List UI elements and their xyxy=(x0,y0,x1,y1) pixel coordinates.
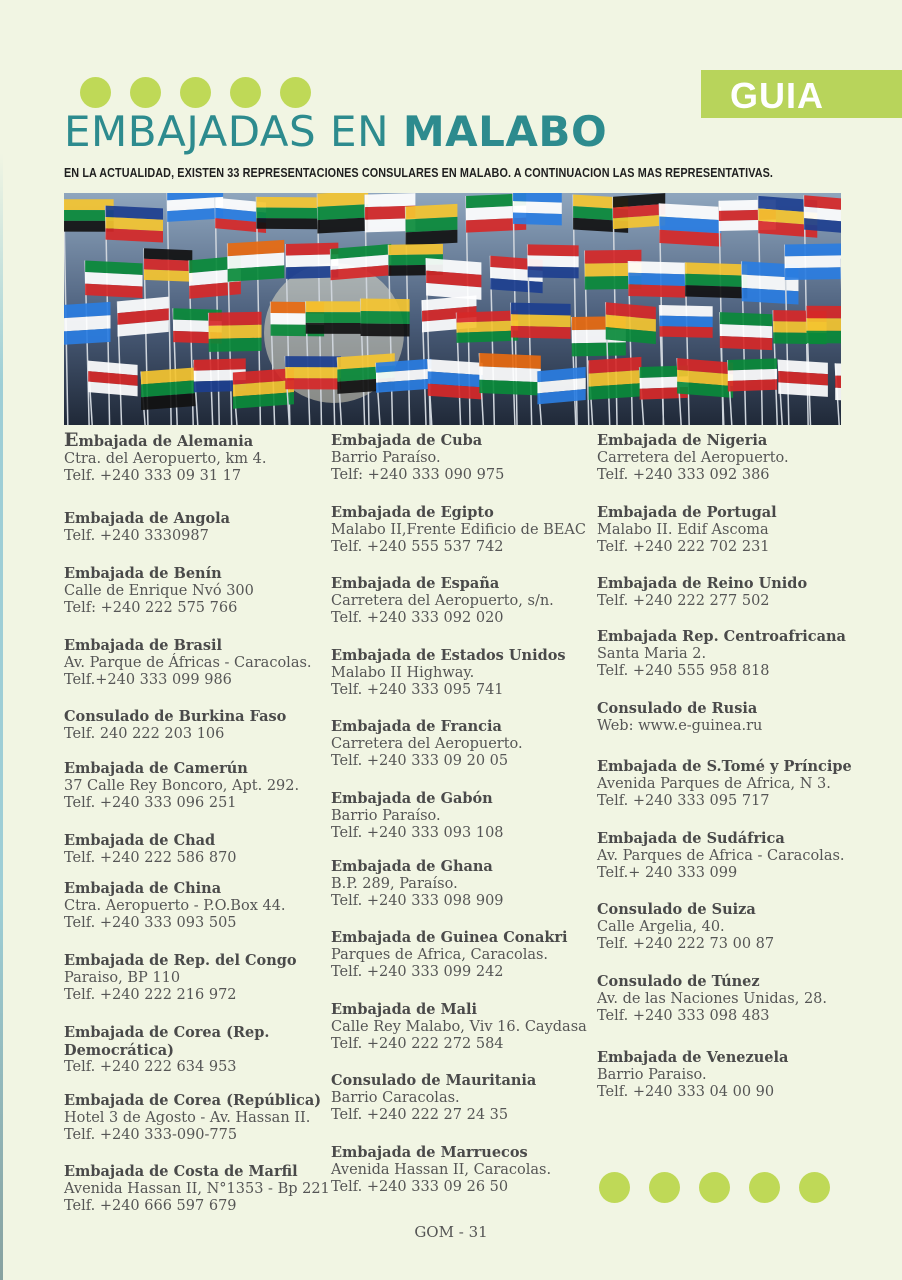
embassy-name: Embajada Rep. Centroafricana xyxy=(597,628,846,645)
embassy-name: Embajada de España xyxy=(331,575,500,592)
embassy-address: Barrio Paraiso. xyxy=(597,1066,707,1083)
dot-icon xyxy=(749,1172,780,1203)
embassy-name: Embajada de S.Tomé y Príncipe xyxy=(597,758,852,775)
dot-icon xyxy=(699,1172,730,1203)
embassy-name: Embajada de Brasil xyxy=(64,637,223,654)
embassy-phone: Telf. +240 333 095 741 xyxy=(331,682,504,699)
embassy-entry xyxy=(331,647,593,700)
embassy-phone: Telf. +240 333 09 20 05 xyxy=(331,753,509,770)
embassy-phone: Telf. +240 333 092 020 xyxy=(331,610,504,627)
embassy-entry xyxy=(597,973,859,1026)
embassy-entry xyxy=(331,718,593,771)
embassy-phone: Telf. +240 333 092 386 xyxy=(597,467,770,484)
embassy-entry xyxy=(64,510,326,545)
embassy-phone: Telf. +240 3330987 xyxy=(64,527,209,544)
embassy-entry xyxy=(331,929,593,982)
left-edge-strip xyxy=(0,0,3,1280)
embassy-name: Consulado de Túnez xyxy=(597,973,760,990)
embassy-entry xyxy=(64,880,326,933)
embassy-entry xyxy=(597,575,859,610)
embassy-address: Malabo II,Frente Edificio de BEAC xyxy=(331,521,586,538)
embassy-phone: Telf. +240 333 04 00 90 xyxy=(597,1084,775,1101)
embassy-name: Embajada de Sudáfrica xyxy=(597,830,785,847)
embassy-address: Hotel 3 de Agosto - Av. Hassan II. xyxy=(64,1109,311,1126)
embassy-entry xyxy=(64,637,326,690)
embassy-name: Embajada de Corea (República) xyxy=(64,1092,322,1109)
embassy-phone: Telf. +240 333 098 483 xyxy=(597,1008,770,1025)
embassy-phone: Telf. +240 666 597 679 xyxy=(64,1198,237,1215)
embassy-phone: Telf. +240 333 09 31 17 xyxy=(64,468,242,485)
embassy-address: Calle de Enrique Nvó 300 xyxy=(64,582,254,599)
embassy-address: Avenida Hassan II, Caracolas. xyxy=(331,1161,552,1178)
embassy-entry xyxy=(597,504,859,557)
embassy-entry xyxy=(597,901,859,954)
embassy-phone: Telf: +240 222 575 766 xyxy=(64,600,238,617)
embassy-address: Calle Rey Malabo, Viv 16. Caydasa xyxy=(331,1018,587,1035)
embassy-address: Paraiso, BP 110 xyxy=(64,969,181,986)
embassy-phone: Telf. 240 222 203 106 xyxy=(64,725,225,742)
title-part2: MALABO xyxy=(402,107,608,156)
title-part1: EMBAJADAS EN xyxy=(64,107,403,156)
embassy-name: Embajada de China xyxy=(64,880,222,897)
embassy-address: Malabo II. Edif Ascoma xyxy=(597,521,769,538)
section-tag: GUIA xyxy=(701,70,902,118)
embassy-address: Avenida Hassan II, N°1353 - Bp 221 xyxy=(64,1180,330,1197)
embassy-address: Carretera del Aeropuerto. xyxy=(331,735,523,752)
embassy-phone: Telf. +240 222 634 953 xyxy=(64,1059,237,1076)
embassy-name: Consulado de Burkina Faso xyxy=(64,708,287,725)
embassy-phone: Telf. +240 555 958 818 xyxy=(597,663,770,680)
dot-icon xyxy=(280,77,311,108)
embassy-name: Consulado de Suiza xyxy=(597,901,756,918)
embassy-entry xyxy=(331,504,593,557)
embassy-name: Embajada de Chad xyxy=(64,832,216,849)
embassy-address: Ctra. del Aeropuerto, km 4. xyxy=(64,450,267,467)
embassy-name: Embajada de Costa de Marfil xyxy=(64,1163,298,1180)
embassy-phone: Telf. +240 333 099 242 xyxy=(331,964,504,981)
embassy-address: Barrio Paraíso. xyxy=(331,807,441,824)
page-number: GOM - 31 xyxy=(414,1223,488,1241)
embassy-address: Avenida Parques de Africa, N 3. xyxy=(597,775,831,792)
embassy-address: B.P. 289, Paraíso. xyxy=(331,875,458,892)
embassy-phone: Telf. +240 222 277 502 xyxy=(597,592,770,609)
dot-icon xyxy=(599,1172,630,1203)
embassy-name: Embajada de Angola xyxy=(64,510,231,527)
embassy-entry xyxy=(597,1049,859,1102)
embassy-name: Embajada de Corea (Rep. Democrática) xyxy=(64,1024,270,1059)
embassy-entry xyxy=(597,432,859,485)
embassy-name: Embajada de Estados Unidos xyxy=(331,647,566,664)
dot-icon xyxy=(80,77,111,108)
embassy-address: Av. Parques de Africa - Caracolas. xyxy=(597,847,845,864)
embassy-name: Embajada de Egipto xyxy=(331,504,494,521)
dot-icon xyxy=(180,77,211,108)
embassy-address: Parques de Africa, Caracolas. xyxy=(331,946,549,963)
embassy-phone: Telf.+240 333 099 986 xyxy=(64,672,232,689)
embassy-entry xyxy=(331,858,593,911)
embassy-phone: Telf. +240 222 272 584 xyxy=(331,1036,504,1053)
dot-icon xyxy=(649,1172,680,1203)
embassy-entry xyxy=(64,760,326,813)
embassy-entry xyxy=(64,565,326,618)
page-title xyxy=(64,107,607,156)
embassy-entry xyxy=(597,758,859,811)
embassy-phone: Telf. +240 222 73 00 87 xyxy=(597,936,775,953)
embassy-entry xyxy=(64,1024,326,1077)
embassy-phone: Telf: +240 333 090 975 xyxy=(331,467,505,484)
decorative-dots-bottom xyxy=(599,1172,830,1203)
embassy-name: Embajada de Nigeria xyxy=(597,432,768,449)
embassy-entry xyxy=(64,1092,326,1145)
embassy-name: Consulado de Mauritania xyxy=(331,1072,537,1089)
embassy-name: Embajada de Guinea Conakri xyxy=(331,929,568,946)
embassy-address: 37 Calle Rey Boncoro, Apt. 292. xyxy=(64,777,300,794)
embassy-entry xyxy=(331,1072,593,1125)
embassy-phone: Telf. +240 333-090-775 xyxy=(64,1127,238,1144)
embassy-name: Embajada de Rep. del Congo xyxy=(64,952,297,969)
embassy-address: Barrio Caracolas. xyxy=(331,1089,460,1106)
embassy-name: Embajada de Marruecos xyxy=(331,1144,528,1161)
embassy-name: Embajada de Venezuela xyxy=(597,1049,789,1066)
embassy-name: Embajada de Alemania xyxy=(64,429,254,451)
embassy-entry xyxy=(597,830,859,883)
embassy-phone: Telf. +240 222 216 972 xyxy=(64,987,237,1004)
embassy-name: Embajada de Cuba xyxy=(331,432,483,449)
page-subtitle: EN LA ACTUALIDAD, EXISTEN 33 REPRESENTACIONES CONSULARES EN MALABO. A CONTINUACION LAS MAS REPRESENTATIVAS. xyxy=(64,166,774,180)
embassy-address: Carretera del Aeropuerto. xyxy=(597,449,789,466)
embassy-phone: Telf. +240 222 586 870 xyxy=(64,849,237,866)
embassy-phone: Telf. +240 333 093 108 xyxy=(331,825,504,842)
embassy-name: Embajada de Reino Unido xyxy=(597,575,808,592)
embassy-entry xyxy=(331,1144,593,1197)
embassy-address: Ctra. Aeropuerto - P.O.Box 44. xyxy=(64,897,286,914)
embassy-phone: Telf. +240 333 09 26 50 xyxy=(331,1179,509,1196)
embassy-entry xyxy=(331,575,593,628)
embassy-name: Embajada de Francia xyxy=(331,718,502,735)
embassy-entry xyxy=(64,429,326,486)
embassy-name: Embajada de Ghana xyxy=(331,858,493,875)
embassy-address: Av. de las Naciones Unidas, 28. xyxy=(597,990,828,1007)
embassy-entry xyxy=(64,832,326,867)
embassy-entry xyxy=(597,700,859,735)
embassy-name: Consulado de Rusia xyxy=(597,700,758,717)
embassy-phone: Telf. +240 333 093 505 xyxy=(64,915,237,932)
embassy-entry xyxy=(331,790,593,843)
embassy-entry xyxy=(331,432,593,485)
embassy-name: Embajada de Camerún xyxy=(64,760,248,777)
embassy-entry xyxy=(64,1163,330,1216)
embassy-address: Barrio Paraíso. xyxy=(331,449,441,466)
dot-icon xyxy=(130,77,161,108)
embassy-phone: Telf. +240 333 098 909 xyxy=(331,893,504,910)
embassy-entry xyxy=(597,628,859,681)
embassy-name: Embajada de Mali xyxy=(331,1001,478,1018)
dot-icon xyxy=(799,1172,830,1203)
embassy-phone: Telf.+ 240 333 099 xyxy=(597,865,738,882)
embassy-phone: Telf. +240 333 096 251 xyxy=(64,795,237,812)
decorative-dots-top xyxy=(80,77,311,108)
embassy-address: Carretera del Aeropuerto, s/n. xyxy=(331,592,554,609)
embassy-address: Av. Parque de Áfricas - Caracolas. xyxy=(64,654,312,671)
embassy-name: Embajada de Portugal xyxy=(597,504,777,521)
embassy-entry xyxy=(331,1001,593,1054)
embassy-phone: Telf. +240 333 095 717 xyxy=(597,793,770,810)
embassy-phone: Telf. +240 555 537 742 xyxy=(331,539,504,556)
embassy-address: Calle Argelia, 40. xyxy=(597,918,725,935)
dot-icon xyxy=(230,77,261,108)
embassy-name: Embajada de Gabón xyxy=(331,790,493,807)
embassy-name: Embajada de Benín xyxy=(64,565,222,582)
flags-illustration xyxy=(64,193,841,425)
embassy-address: Web: www.e-guinea.ru xyxy=(597,717,763,734)
embassy-address: Malabo II Highway. xyxy=(331,664,475,681)
embassy-phone: Telf. +240 222 702 231 xyxy=(597,539,770,556)
embassy-entry xyxy=(64,952,326,1005)
embassy-phone: Telf. +240 222 27 24 35 xyxy=(331,1107,509,1124)
embassy-address: Santa Maria 2. xyxy=(597,645,707,662)
flags-photo-banner xyxy=(64,193,841,425)
embassy-entry xyxy=(64,708,326,743)
